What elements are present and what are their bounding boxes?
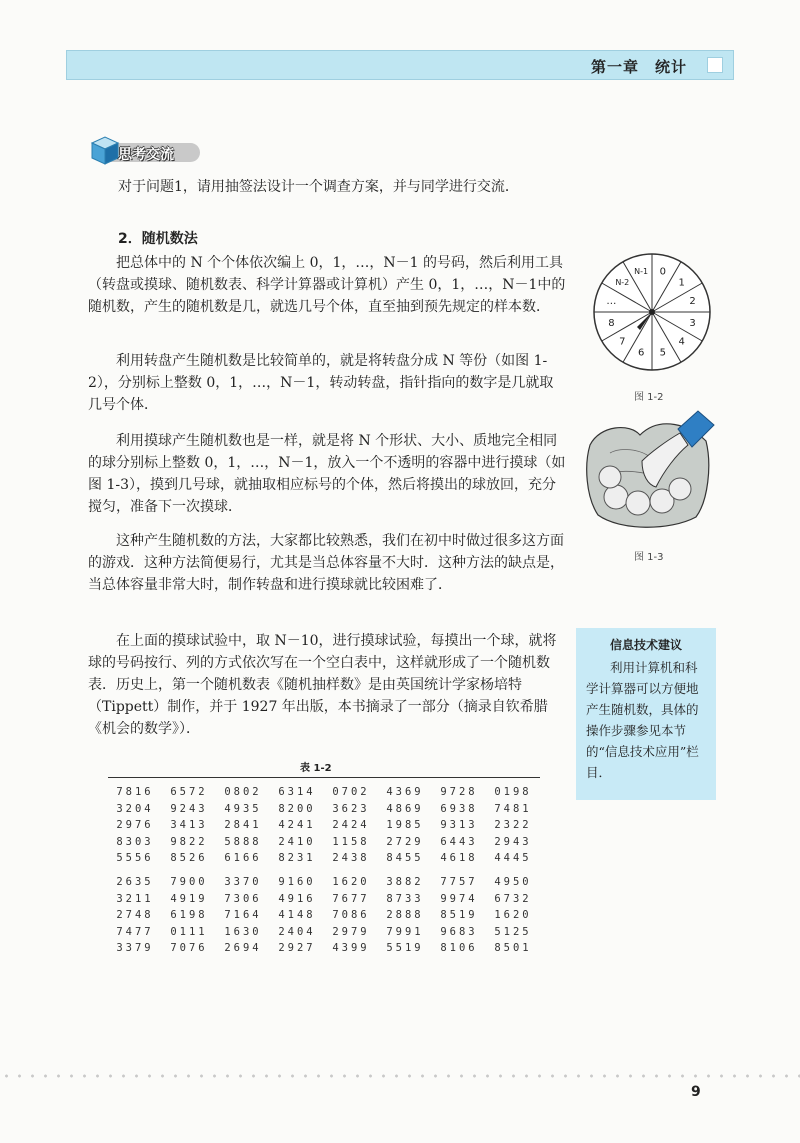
- wheel-label: N-2: [615, 277, 630, 287]
- table-cell: 9728: [440, 786, 478, 799]
- table-cell: 8501: [494, 942, 532, 955]
- table-cell: 2841: [224, 819, 262, 832]
- footer-dots: [0, 1074, 800, 1078]
- table-cell: 2410: [278, 835, 316, 848]
- paragraph-4: 这种产生随机数的方法，大家都比较熟悉，我们在初中时做过很多这方面的游戏．这种方法简便易行，尤其是当总体容量不大时．这种方法的缺点是，当总体容量非常大时，制作转盘和进行摸球就比较困难了．: [88, 533, 564, 593]
- table-cell: 7306: [224, 892, 262, 905]
- chapter-title: 第一章 统计: [590, 58, 687, 76]
- table-cell: 9822: [170, 835, 208, 848]
- table-cell: 6166: [224, 852, 262, 865]
- table-cell: 4241: [278, 819, 316, 832]
- wheel-label: 6: [637, 347, 645, 359]
- table-cell: 5556: [116, 852, 154, 865]
- table-cell: 2927: [278, 942, 316, 955]
- ball: [669, 478, 691, 500]
- table-cell: 8526: [170, 852, 208, 865]
- table-cell: 7757: [440, 876, 478, 889]
- table-cell: 8733: [386, 892, 424, 905]
- table-cell: 2888: [386, 909, 424, 922]
- table-cell: 3370: [224, 876, 262, 889]
- paragraph-5: 在上面的摸球试验中，取 N－10，进行摸球试验，每摸出一个球，就将球的号码按行、列的方式依次写在一个空白表中，这样就形成了一个随机数表．历史上，第一个随机数表《随机抽样数》是由英国统计学家杨培特（Tippett）制作，并于 1927 年出版，本书摘录了一部分（摘录自钦希腊《机会的数学》）．: [88, 633, 557, 737]
- bag-caption: 图 1-3: [634, 552, 664, 563]
- table-cell: 6314: [278, 786, 316, 799]
- table-cell: 7900: [170, 876, 208, 889]
- table-cell: 6572: [170, 786, 208, 799]
- think-discuss-badge: [88, 134, 200, 164]
- table-row: [108, 891, 540, 908]
- table-cell: 2635: [116, 876, 154, 889]
- table-cell: 3882: [386, 876, 424, 889]
- random-number-table-2: [108, 874, 540, 957]
- wheel-label: 5: [659, 347, 667, 359]
- table-cell: 3204: [116, 802, 154, 815]
- table-cell: 4950: [494, 876, 532, 889]
- table-cell: 8455: [386, 852, 424, 865]
- table-cell: 7477: [116, 925, 154, 938]
- table-cell: 3623: [332, 802, 370, 815]
- table-cell: 7164: [224, 909, 262, 922]
- table-cell: 2322: [494, 819, 532, 832]
- badge-label: 思考交流: [118, 147, 174, 163]
- table-row: [108, 874, 540, 891]
- table-cell: 2694: [224, 942, 262, 955]
- table-top-rule: [108, 777, 540, 778]
- table-cell: 1630: [224, 925, 262, 938]
- table-cell: 4148: [278, 909, 316, 922]
- wheel-label: 2: [689, 296, 696, 308]
- table-cell: 4935: [224, 802, 262, 815]
- table-cell: 2424: [332, 819, 370, 832]
- table-cell: 2404: [278, 925, 316, 938]
- paragraph-3: 利用摸球产生随机数也是一样，就是将 N 个形状、大小、质地完全相同的球分别标上整数 0，1，…，N－1，放入一个不透明的容器中进行摸球（如图 1-3），摸到几号球，就抽取相应标号的个体，然后将摸出的球放回，充分搅匀，准备下一次摸球．: [88, 433, 566, 515]
- table-cell: 3379: [116, 942, 154, 955]
- table-cell: 4445: [494, 852, 532, 865]
- table-cell: 9974: [440, 892, 478, 905]
- table-cell: 9313: [440, 819, 478, 832]
- wheel-label: 1: [678, 277, 685, 289]
- table-cell: 2748: [116, 909, 154, 922]
- paragraph-2: 利用转盘产生随机数是比较简单的，就是将转盘分成 N 等份（如图 1-2），分别标上整数 0，1，…，N－1，转动转盘，指针指向的数字是几就取几号个体．: [88, 353, 554, 413]
- table-cell: 1985: [386, 819, 424, 832]
- table-row: [108, 924, 540, 941]
- table-row: [108, 850, 540, 867]
- tip-box-title: 信息技术建议: [609, 638, 682, 652]
- info-tech-tip-box: [576, 628, 716, 800]
- table-row: [108, 834, 540, 851]
- table-row: [108, 907, 540, 924]
- table-cell: 3211: [116, 892, 154, 905]
- table-cell: 2729: [386, 835, 424, 848]
- table-cell: 0111: [170, 925, 208, 938]
- table-cell: 7816: [116, 786, 154, 799]
- table-cell: 0802: [224, 786, 262, 799]
- table-cell: 2438: [332, 852, 370, 865]
- table-cell: 3413: [170, 819, 208, 832]
- ball: [599, 466, 621, 488]
- spinner-wheel-figure: [590, 250, 714, 374]
- table-cell: 6198: [170, 909, 208, 922]
- wheel-label: 3: [689, 317, 696, 329]
- wheel-label: …: [606, 296, 617, 308]
- table-cell: 5888: [224, 835, 262, 848]
- table-cell: 9683: [440, 925, 478, 938]
- table-cell: 0702: [332, 786, 370, 799]
- ball: [626, 491, 650, 515]
- table-row: [108, 940, 540, 957]
- table-cell: 7991: [386, 925, 424, 938]
- paragraph-1: 把总体中的 N 个个体依次编上 0，1，…，N－1 的号码，然后利用工具（转盘或摸球、随机数表、科学计算器或计算机）产生 0，1，…，N－1中的随机数，产生的随机数是几，就选几号个体，直至抽到预先规定的样本数．: [88, 255, 566, 315]
- page-number: 9: [691, 1084, 701, 1100]
- table-cell: 8106: [440, 942, 478, 955]
- think-question: 对于问题1，请用抽签法设计一个调查方案，并与同学进行交流．: [118, 179, 519, 195]
- table-cell: 9243: [170, 802, 208, 815]
- header-square-icon: [707, 57, 723, 73]
- table-cell: 8303: [116, 835, 154, 848]
- table-row: [108, 801, 540, 818]
- ball: [604, 485, 628, 509]
- table-row: [108, 817, 540, 834]
- table-cell: 4369: [386, 786, 424, 799]
- table-cell: 7076: [170, 942, 208, 955]
- table-cell: 1158: [332, 835, 370, 848]
- table-cell: 9160: [278, 876, 316, 889]
- wheel-label: N-1: [634, 266, 649, 276]
- table-cell: 4869: [386, 802, 424, 815]
- table-cell: 4399: [332, 942, 370, 955]
- table-cell: 6732: [494, 892, 532, 905]
- wheel-label: 0: [659, 266, 667, 278]
- table-cell: 0198: [494, 786, 532, 799]
- cube-icon: [88, 134, 122, 166]
- section-title: 2．随机数法: [118, 231, 198, 247]
- chapter-header-bar: [66, 50, 734, 80]
- table-cell: 7481: [494, 802, 532, 815]
- table-cell: 1620: [332, 876, 370, 889]
- table-cell: 8200: [278, 802, 316, 815]
- table-cell: 4916: [278, 892, 316, 905]
- wheel-label: 7: [619, 336, 626, 348]
- table-cell: 8231: [278, 852, 316, 865]
- table-cell: 6443: [440, 835, 478, 848]
- wheel-label: 8: [608, 317, 615, 329]
- ball-bag-figure: [580, 405, 720, 533]
- table-cell: 6938: [440, 802, 478, 815]
- table-cell: 2979: [332, 925, 370, 938]
- tip-box-text: 利用计算机和科学计算器可以方便地产生随机数，具体的操作步骤参见本节的“信息技术应用”栏目．: [586, 660, 699, 780]
- random-number-table-1: [108, 784, 540, 867]
- wheel-label: 4: [678, 336, 685, 348]
- table-cell: 5519: [386, 942, 424, 955]
- table-cell: 2976: [116, 819, 154, 832]
- table-title: 表 1-2: [300, 763, 332, 774]
- wheel-caption: 图 1-2: [634, 392, 664, 403]
- table-cell: 2943: [494, 835, 532, 848]
- table-cell: 4618: [440, 852, 478, 865]
- table-row: [108, 784, 540, 801]
- table-cell: 7677: [332, 892, 370, 905]
- table-cell: 5125: [494, 925, 532, 938]
- table-cell: 8519: [440, 909, 478, 922]
- table-cell: 1620: [494, 909, 532, 922]
- table-cell: 4919: [170, 892, 208, 905]
- table-cell: 7086: [332, 909, 370, 922]
